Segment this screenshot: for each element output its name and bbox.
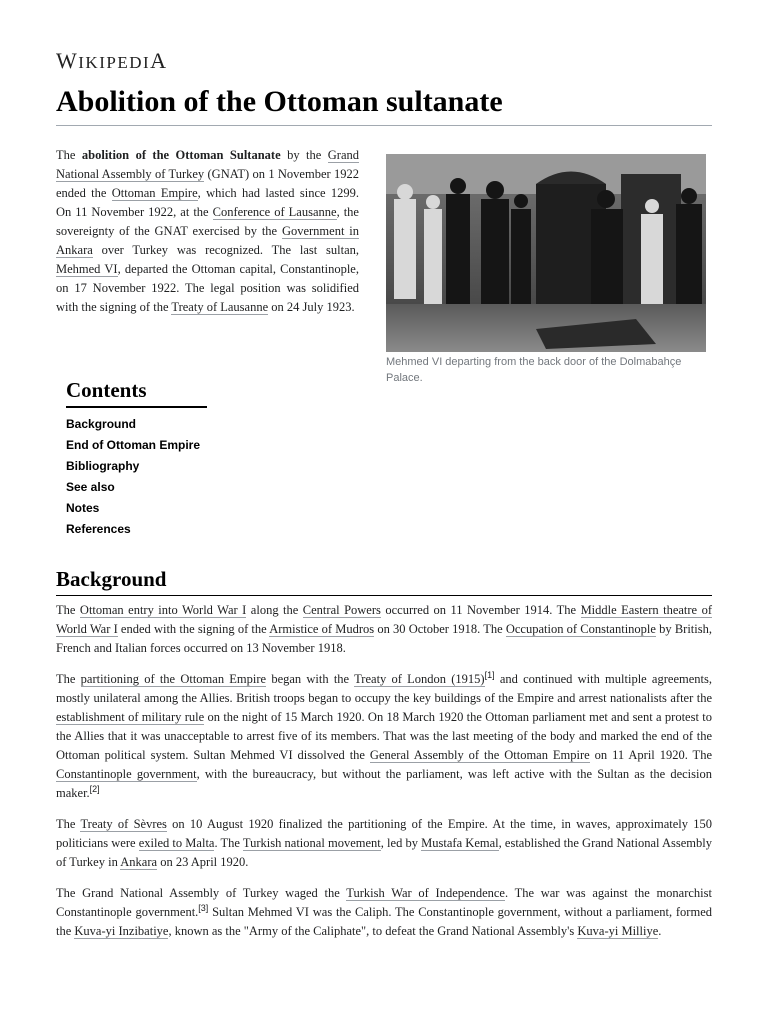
citation-3[interactable]: [3] <box>198 902 209 913</box>
lead-figure <box>386 154 706 386</box>
article-subject: abolition of the Ottoman Sultanate <box>81 148 281 162</box>
link-conference-of-lausanne[interactable]: Conference of Lausanne <box>212 205 337 219</box>
link-ottoman-entry-ww1[interactable]: Ottoman entry into World War I <box>79 603 247 617</box>
toc-item-background[interactable]: Background <box>66 417 137 431</box>
toc-title: Contents <box>66 378 147 402</box>
link-treaty-of-sevres[interactable]: Treaty of Sèvres <box>80 817 167 831</box>
toc-item-bibliography[interactable]: Bibliography <box>66 459 140 473</box>
link-central-powers[interactable]: Central Powers <box>302 603 381 617</box>
section-divider <box>56 595 712 596</box>
link-ottoman-empire[interactable]: Ottoman Empire <box>111 186 198 200</box>
page-title: Abolition of the Ottoman sultanate <box>56 85 503 118</box>
link-mustafa-kemal[interactable]: Mustafa Kemal <box>421 836 499 850</box>
toc-item-see-also[interactable]: See also <box>66 480 115 494</box>
toc-divider <box>66 406 207 408</box>
background-paragraph-3: The Treaty of Sèvres on 10 August 1920 finalized the partitioning of the Empire. At the time, in waves, approximately 150 politicians were exiled to Malta. The Turkish national movement, led by Mustafa Kemal, established the Grand National Assembly of Turkey in Ankara on 23 April 1920. <box>56 817 712 869</box>
toc-item-notes[interactable]: Notes <box>66 501 100 515</box>
link-exiled-to-malta[interactable]: exiled to Malta <box>138 836 215 850</box>
link-ankara[interactable]: Ankara <box>120 855 158 869</box>
link-occupation-of-constantinople[interactable]: Occupation of Constantinople <box>505 622 656 636</box>
section-heading-background: Background <box>56 567 167 591</box>
wikipedia-wordmark[interactable]: WIKIPEDIA <box>56 48 168 73</box>
link-turkish-national-movement[interactable]: Turkish national movement <box>242 836 381 850</box>
background-paragraph-4: The Grand National Assembly of Turkey waged the Turkish War of Independence. The war was against the monarchist Constantinople government.[3] Sultan Mehmed VI was the Caliph. The Constantinople government, without a parliament, formed the Kuva-yi Inzibatiye, known as the "Army of the Caliphate", to defeat the Grand National Assembly's Kuva-yi Milliye. <box>56 886 712 938</box>
title-divider <box>56 125 712 126</box>
background-paragraph-2: The partitioning of the Ottoman Empire began with the Treaty of London (1915)[1] and continued with multiple agreements, mostly unilateral among the Allies. British troops began to occupy the key buildings of the Empire and arrest nationalists after the establishment of military rule on the night of 15 March 1920. On 18 March 1920 the Ottoman parliament met and sent a protest to the Allies that it was unacceptable to arrest five of its members. That was the last meeting of the body and marked the end of the Ottoman political system. Sultan Mehmed VI dissolved the General Assembly of the Ottoman Empire on 11 April 1920. The Constantinople government, with the bureaucracy, but without the parliament, was left active with the Sultan as the decision maker.[2] <box>56 669 712 800</box>
figure-caption: Mehmed VI departing from the back door of the Dolmabahçe Palace. <box>386 356 682 384</box>
link-armistice-of-mudros[interactable]: Armistice of Mudros <box>269 622 375 636</box>
link-constantinople-government[interactable]: Constantinople government <box>56 767 197 781</box>
background-paragraph-1: The Ottoman entry into World War I along the Central Powers occurred on 11 November 1914. The Middle Eastern theatre of World War I ended with the signing of the Armistice of Mudros on 30 October 1918. The Occupation of Constantinople by British, French and Italian forces occurred on 13 November 1918. <box>56 603 712 655</box>
citation-1[interactable]: [1] <box>484 669 495 680</box>
link-middle-eastern-theatre[interactable]: Middle Eastern theatre of World War I <box>56 603 712 636</box>
link-kuva-yi-milliye[interactable]: Kuva-yi Milliye <box>577 924 659 938</box>
citation-2[interactable]: [2] <box>89 783 100 794</box>
link-military-rule[interactable]: establishment of military rule <box>56 710 205 724</box>
link-treaty-of-london[interactable]: Treaty of London (1915) <box>354 672 485 686</box>
link-mehmed-vi[interactable]: Mehmed VI <box>56 262 118 276</box>
link-general-assembly[interactable]: General Assembly of the Ottoman Empire <box>369 748 590 762</box>
toc-item-references[interactable]: References <box>66 522 131 536</box>
link-gnat[interactable]: Grand National Assembly of Turkey <box>56 148 359 181</box>
mehmed-departure-photo[interactable] <box>386 154 706 352</box>
intro-paragraph: The abolition of the Ottoman Sultanate by the Grand National Assembly of Turkey (GNAT) on 1 November 1922 ended the Ottoman Empire, which had lasted since 1299. On 11 November 1922, at the Conference of Lausanne, the sovereignty of the GNAT exercised by the Government in Ankara over Turkey was recognized. The last sultan, Mehmed VI, departed the Ottoman capital, Constantinople, on 17 November 1922. The legal position was solidified with the signing of the Treaty of Lausanne on 24 July 1923. <box>56 148 359 314</box>
link-treaty-of-lausanne[interactable]: Treaty of Lausanne <box>171 300 269 314</box>
background-section <box>56 601 712 953</box>
toc-item-end-of-ottoman-empire[interactable]: End of Ottoman Empire <box>66 438 201 452</box>
link-government-in-ankara[interactable]: Government in Ankara <box>56 224 359 257</box>
link-kuva-yi-inzibatiye[interactable]: Kuva-yi Inzibatiye <box>74 924 169 938</box>
table-of-contents <box>66 378 226 540</box>
link-partitioning-ottoman-empire[interactable]: partitioning of the Ottoman Empire <box>80 672 267 686</box>
link-turkish-war-of-independence[interactable]: Turkish War of Independence <box>346 886 505 900</box>
